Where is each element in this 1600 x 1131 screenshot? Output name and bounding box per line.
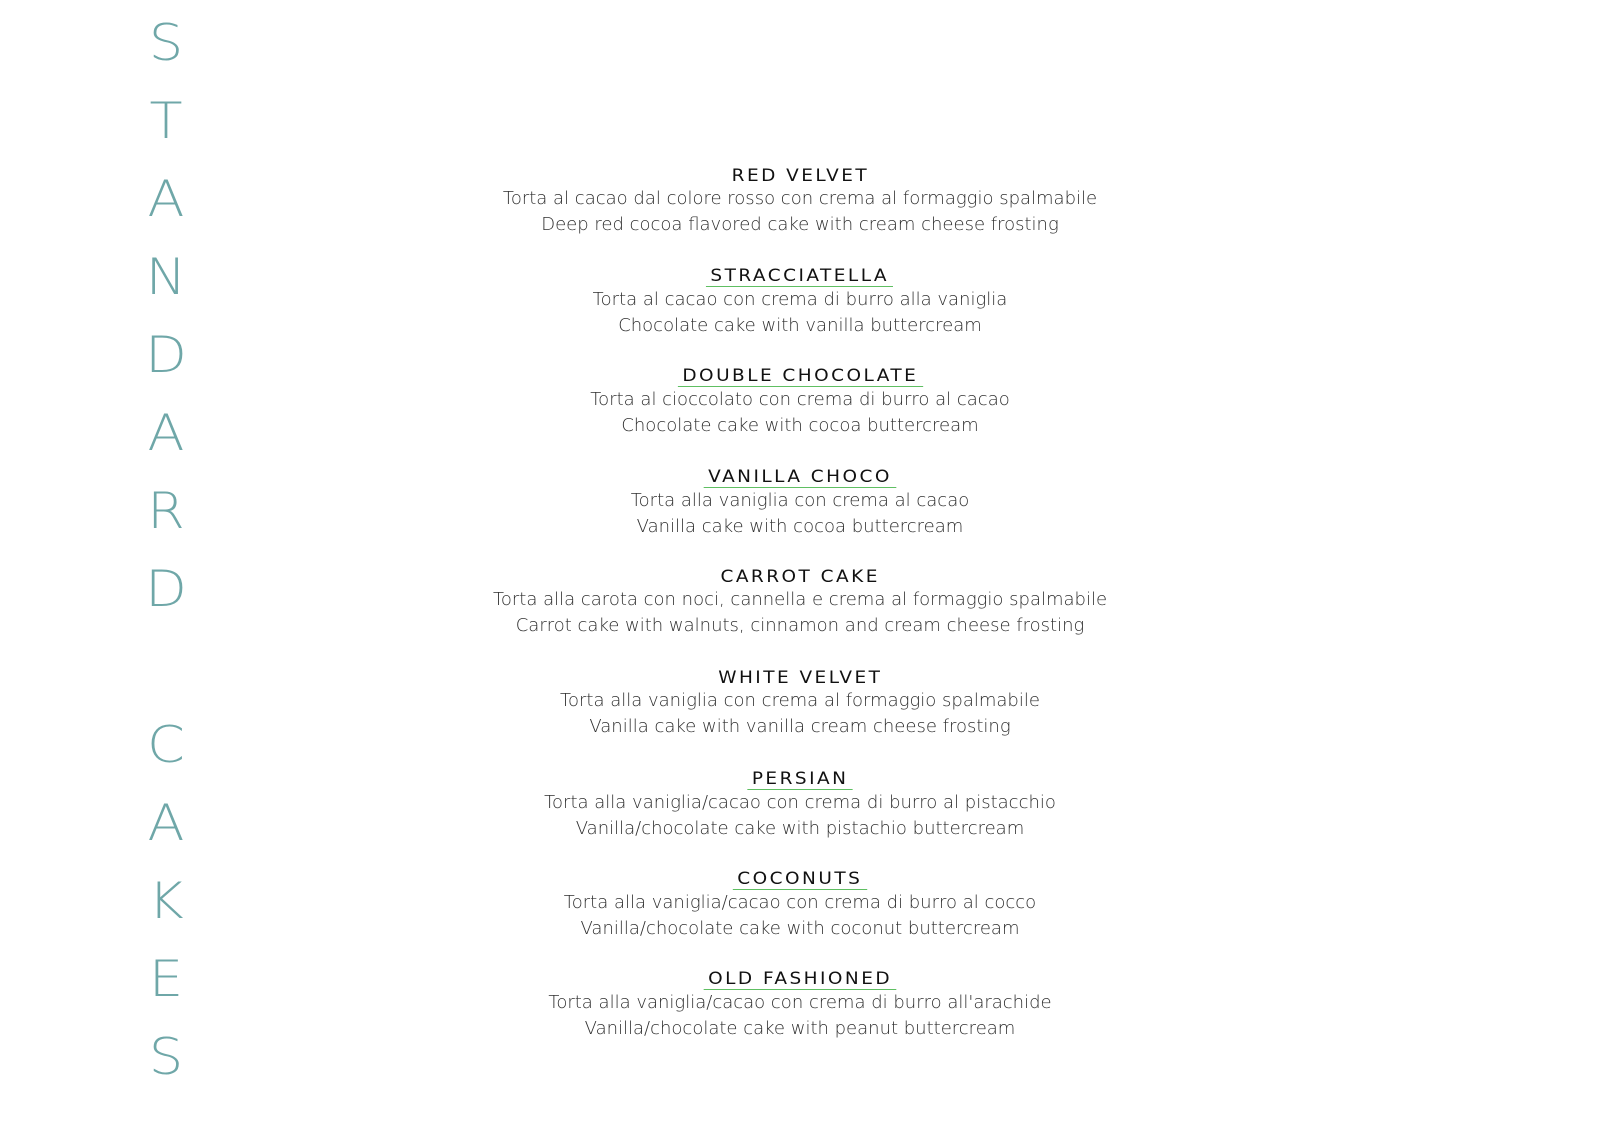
menu-item-italian: Torta alla vaniglia con crema al cacao xyxy=(630,490,970,511)
side-title-letter: T xyxy=(149,92,183,150)
menu-item-english: Vanilla cake with cocoa buttercream xyxy=(636,515,964,537)
menu-item-name: STRACCIATELLA xyxy=(706,266,894,287)
menu-item xyxy=(420,266,1180,338)
menu-item-english: Chocolate cake with vanilla buttercream xyxy=(618,314,982,336)
menu-item-name: WHITE VELVET xyxy=(717,668,883,687)
side-title-letter: K xyxy=(148,872,184,930)
menu-item xyxy=(420,366,1180,438)
menu-item-english: Carrot cake with walnuts, cinnamon and cream cheese frosting xyxy=(515,614,1085,636)
side-title-letter: E xyxy=(148,950,184,1008)
menu-item-italian: Torta al cioccolato con crema di burro al cacao xyxy=(590,389,1010,410)
menu-item-name: DOUBLE CHOCOLATE xyxy=(678,366,923,387)
menu-item xyxy=(420,668,1180,739)
menu-item-name: COCONUTS xyxy=(733,869,867,890)
menu-item-name: RED VELVET xyxy=(731,166,869,185)
menu-item-italian: Torta al cacao dal colore rosso con crema al formaggio spalmabile xyxy=(502,188,1098,209)
menu-item-name: OLD FASHIONED xyxy=(704,969,897,990)
menu-item-italian: Torta alla vaniglia con crema al formaggio spalmabile xyxy=(560,690,1040,711)
menu-item xyxy=(420,869,1180,941)
menu-item-italian: Torta alla vaniglia/cacao con crema di burro al cocco xyxy=(563,892,1037,913)
side-title-letter: D xyxy=(145,326,187,384)
menu-item-italian: Torta alla vaniglia/cacao con crema di burro all'arachide xyxy=(548,992,1052,1013)
side-title-letter: A xyxy=(147,404,185,462)
menu-item xyxy=(420,769,1180,841)
menu-item xyxy=(420,969,1180,1041)
side-title-letter: S xyxy=(148,1028,184,1086)
menu-item-name: PERSIAN xyxy=(747,769,853,790)
side-title-letter: A xyxy=(147,794,185,852)
menu-item-english: Vanilla/chocolate cake with peanut buttercream xyxy=(584,1017,1016,1039)
menu-item-english: Vanilla cake with vanilla cream cheese frosting xyxy=(589,715,1011,737)
menu-item xyxy=(420,166,1180,237)
menu-item-italian: Torta al cacao con crema di burro alla vaniglia xyxy=(592,289,1008,310)
side-title-letter: N xyxy=(145,248,187,306)
side-title-letter: A xyxy=(147,170,185,228)
menu-item-english: Vanilla/chocolate cake with pistachio buttercream xyxy=(575,817,1025,839)
menu-item xyxy=(420,567,1180,638)
menu-item-italian: Torta alla carota con noci, cannella e crema al formaggio spalmabile xyxy=(492,589,1108,610)
menu-item-italian: Torta alla vaniglia/cacao con crema di burro al pistacchio xyxy=(544,792,1056,813)
menu-item xyxy=(420,467,1180,539)
side-title-letter: R xyxy=(147,482,185,540)
menu-item-english: Chocolate cake with cocoa buttercream xyxy=(621,414,979,436)
side-title-letter: S xyxy=(148,14,184,72)
side-title-letter: C xyxy=(147,716,185,774)
menu-item-english: Vanilla/chocolate cake with coconut buttercream xyxy=(580,917,1020,939)
menu-item-name: CARROT CAKE xyxy=(720,567,880,586)
menu-item-name: VANILLA CHOCO xyxy=(704,467,897,488)
menu-item-english: Deep red cocoa flavored cake with cream cheese frosting xyxy=(541,213,1059,235)
side-title-letter: D xyxy=(145,560,187,618)
